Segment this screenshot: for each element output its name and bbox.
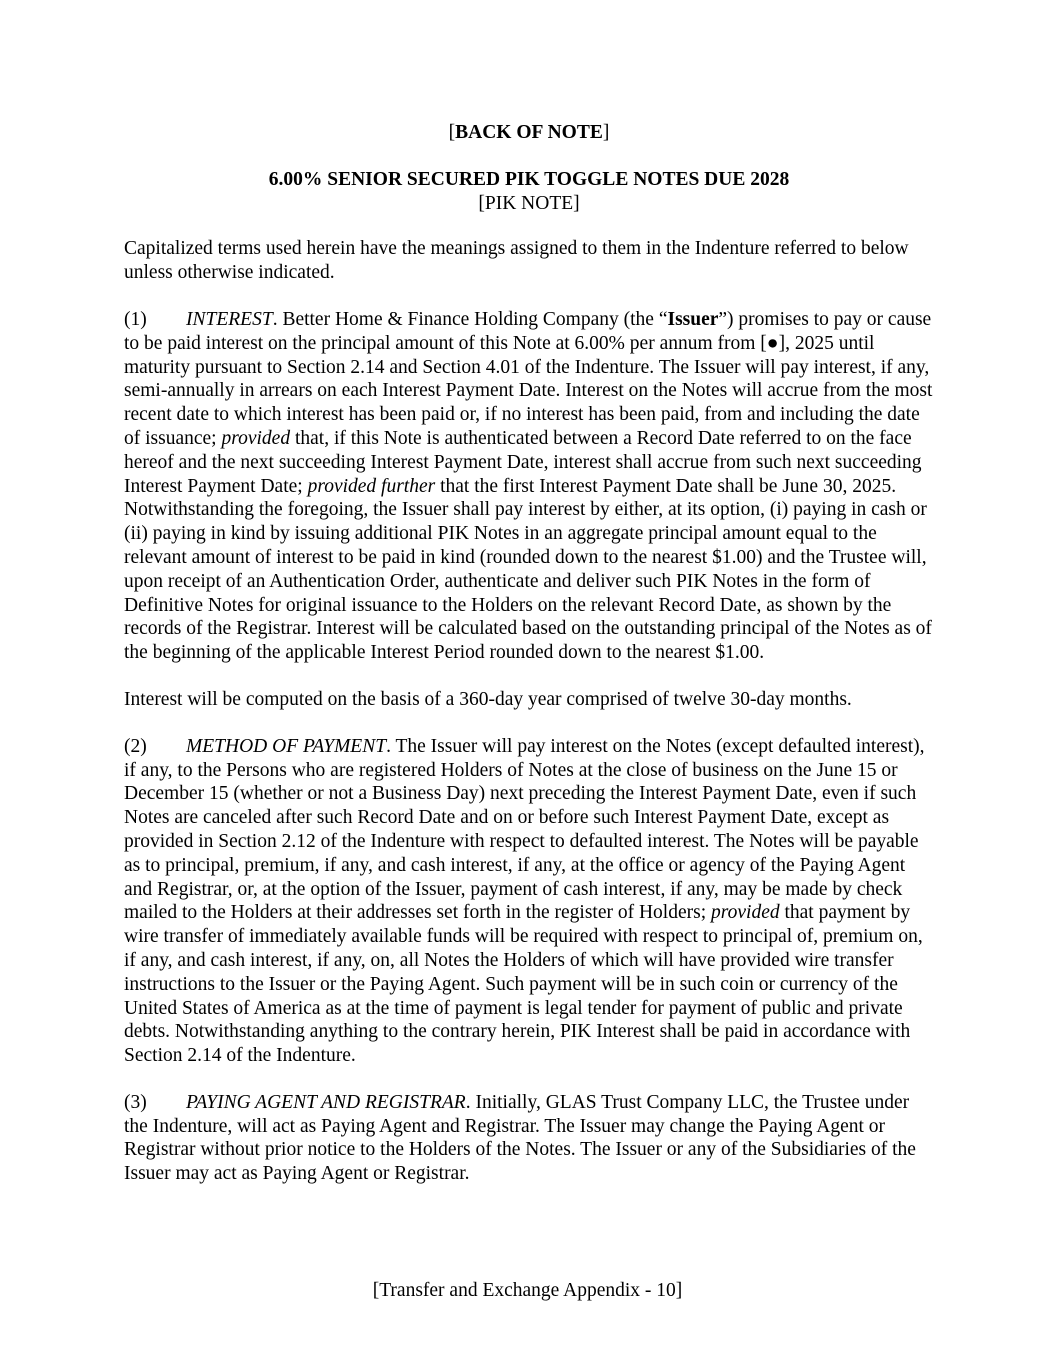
section-number: (1) xyxy=(124,308,147,330)
section-heading: INTEREST xyxy=(186,308,273,330)
section-interest xyxy=(124,308,934,665)
section-text: ”) promises to pay or cause to be paid interest on the principal amount of this Note at 6.00% per annum from [●], 2025 until maturity pursuant to Section 2.14 and Section 4.01 of the Indenture. The Issuer will pay interest, if any, semi-annually in arrears on each Interest Payment Date. Interest on the Notes will accrue from the most recent date to which interest has been paid or, if no interest has been paid, from and including the date of issuance; xyxy=(124,308,933,449)
section-number: (3) xyxy=(124,1091,147,1113)
document-page xyxy=(124,121,934,1186)
provided-term: provided xyxy=(221,427,291,449)
section-text: that payment by wire transfer of immediately available funds will be required with respect to principal of, premium on, if any, and cash interest, if any, on, all Notes the Holders of which will have provided wire transfer instructions to the Issuer or the Paying Agent. Such payment will be in such coin or currency of the United States of America as at the time of payment is legal tender for payment of public and private debts. Notwithstanding anything to the contrary herein, PIK Interest shall be paid in accordance with Section 2.14 of the Indenture. xyxy=(124,902,923,1067)
bracket-open: [ xyxy=(448,122,456,143)
provided-term: provided xyxy=(711,902,780,924)
bracket-close: ] xyxy=(602,122,610,143)
back-title-text: BACK OF NOTE xyxy=(455,122,603,143)
back-of-note-title xyxy=(124,121,934,145)
notes-title: 6.00% SENIOR SECURED PIK TOGGLE NOTES DUE 2028 xyxy=(268,168,790,190)
section-number: (2) xyxy=(124,735,147,757)
section-text: that, if this Note is authenticated between a Record Date referred to on the face hereof and the next succeeding Interest Payment Date, interest shall accrue from such next succeeding Interest Payment Date; xyxy=(124,427,922,497)
section-text: that the first Interest Payment Date shall be June 30, 2025. Notwithstanding the foregoing, the Issuer shall pay interest by either, at its option, (i) paying in cash or (ii) paying in kind by issuing additional PIK Notes in an aggregate principal amount equal to the relevant amount of interest to be paid in kind (rounded down to the nearest $1.00) and the Trustee will, upon receipt of an Authentication Order, authenticate and deliver such PIK Notes in the form of Definitive Notes for original issuance to the Holders on the relevant Record Date, as shown by the records of the Registrar. Interest will be calculated based on the outstanding principal of the Notes as of the beginning of the applicable Interest Period rounded down to the nearest $1.00. xyxy=(124,475,932,664)
section-text: . Better Home & Finance Holding Company (the “ xyxy=(272,308,668,330)
defined-term: Issuer xyxy=(667,308,719,330)
section-text: . The Issuer will pay interest on the Notes (except defaulted interest), if any, to the Persons who are registered Holders of Notes at the close of business on the June 15 or December 15 (whether or not a Business Day) next preceding the Interest Payment Date, even if such Notes are canceled after such Record Date and on or before such Interest Payment Date, except as provided in Section 2.12 of the Indenture with respect to defaulted interest. The Notes will be payable as to principal, premium, if any, and cash interest, if any, at the office or agency of the Paying Agent and Registrar, or, at the option of the Issuer, payment of cash interest, if any, may be made by check mailed to the Holders at their addresses set forth in the register of Holders; xyxy=(124,735,925,924)
section-text: . Initially, GLAS Trust Company LLC, the Trustee under the Indenture, will act as Paying Agent and Registrar. The Issuer may change the Paying Agent or Registrar without prior notice to the Holders of the Notes. The Issuer or any of the Subsidiaries of the Issuer may act as Paying Agent or Registrar. xyxy=(124,1091,916,1185)
section-heading: METHOD OF PAYMENT xyxy=(186,735,387,757)
provided-further-term: provided further xyxy=(307,475,436,497)
intro-paragraph: Capitalized terms used herein have the meanings assigned to them in the Indenture referred to below unless otherwise indicated. xyxy=(124,238,909,284)
section-paying-agent xyxy=(124,1091,934,1186)
interest-computation-paragraph: Interest will be computed on the basis of a 360-day year comprised of twelve 30-day months. xyxy=(124,688,852,710)
page-footer: [Transfer and Exchange Appendix - 10] xyxy=(372,1280,683,1301)
section-method-of-payment xyxy=(124,735,934,1068)
section-heading: PAYING AGENT AND REGISTRAR xyxy=(186,1091,466,1113)
pik-note-label: [PIK NOTE] xyxy=(478,192,580,214)
